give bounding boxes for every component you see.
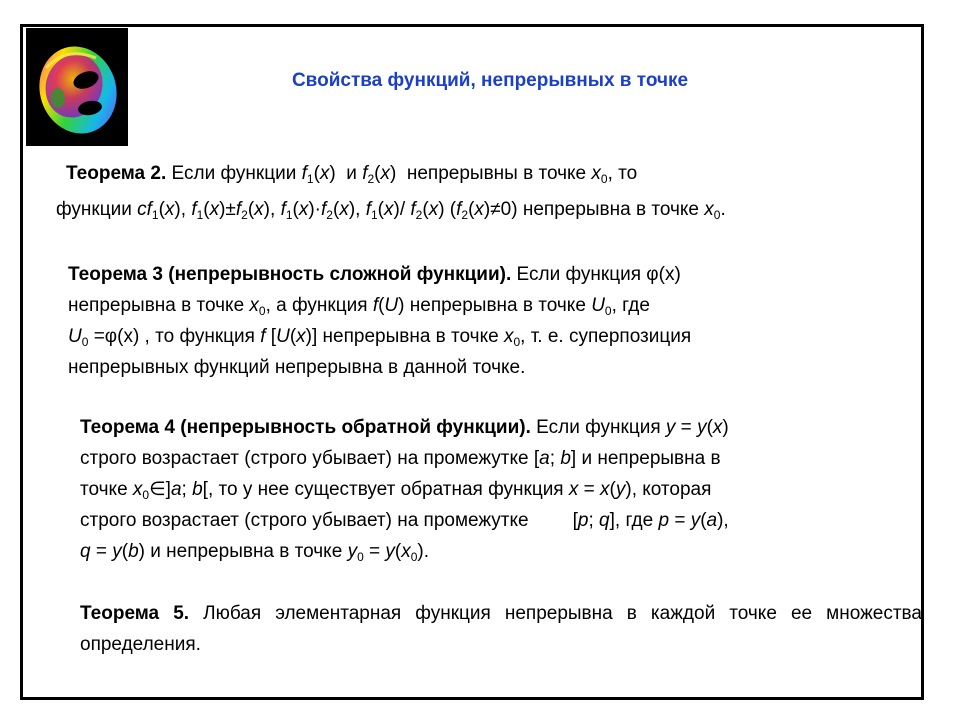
theorem-3-label: Теорема 3 (непрерывность сложной функции). xyxy=(68,264,512,285)
theorem-2-line-2: функции $cf_1(x)$, $f_1(x)\pm f_2(x)$, $f_1(x)\cdot f_2(x)$, $f_1(x)/$ $f_2(x)$ $(f_2(x)\ne 0)$ непрерывна в точке $x_0$. xyxy=(56,199,726,222)
theorem-3-line-4: непрерывных функций непрерывна в данной точке. xyxy=(68,357,526,378)
theorem-5-label: Теорема 5. xyxy=(80,603,190,624)
theorem-4 xyxy=(80,412,920,567)
theorem-3 xyxy=(68,259,918,383)
theorem-5-text: Теорема 5. Любая элементарная функция непрерывна в каждой точке ее множества определения. xyxy=(80,603,922,655)
theorem-2 xyxy=(56,158,916,225)
theorem-2-line-1: Теорема 2. Если функции $f_1(x)$ и $f_2(x)$ непрерывны в точке $x_0$, то xyxy=(66,163,638,186)
theorem-4-line-5: q = y(b) и непрерывна в точке $y_0 = y(x_0)$. xyxy=(80,541,430,564)
theorem-4-line-2: строго возрастает (строго убывает) на промежутке [a; b] и непрерывна в xyxy=(80,448,721,469)
theorem-4-line-4: строго возрастает (строго убывает) на промежутке [p; q], где p = y(a), xyxy=(80,510,729,531)
theorem-3-line-3: $U_0 =\varphi(x)$ , то функция f [U(x)] непрерывна в точке $x_0$, т. е. суперпозиция xyxy=(68,326,692,349)
theorem-5 xyxy=(80,598,922,660)
theorem-2-label: Теорема 2. xyxy=(66,163,167,184)
theorem-3-line-1: Теорема 3 (непрерывность сложной функции). Если функция φ(x) xyxy=(68,264,681,285)
torus-surface-icon xyxy=(26,28,128,146)
theorem-4-line-1: Теорема 4 (непрерывность обратной функции). Если функция y = y(x) xyxy=(80,417,729,438)
theorem-4-label: Теорема 4 (непрерывность обратной функции). xyxy=(80,417,531,438)
theorem-4-line-3: точке $x_0\in]a$; b[, то у нее существует обратная функция x = x(y), которая xyxy=(80,479,712,502)
theorem-3-line-2: непрерывна в точке $x_0$, а функция f(U) непрерывна в точке $U_0$, где xyxy=(68,295,650,318)
slide-title: Свойства функций, непрерывных в точке xyxy=(291,70,689,91)
